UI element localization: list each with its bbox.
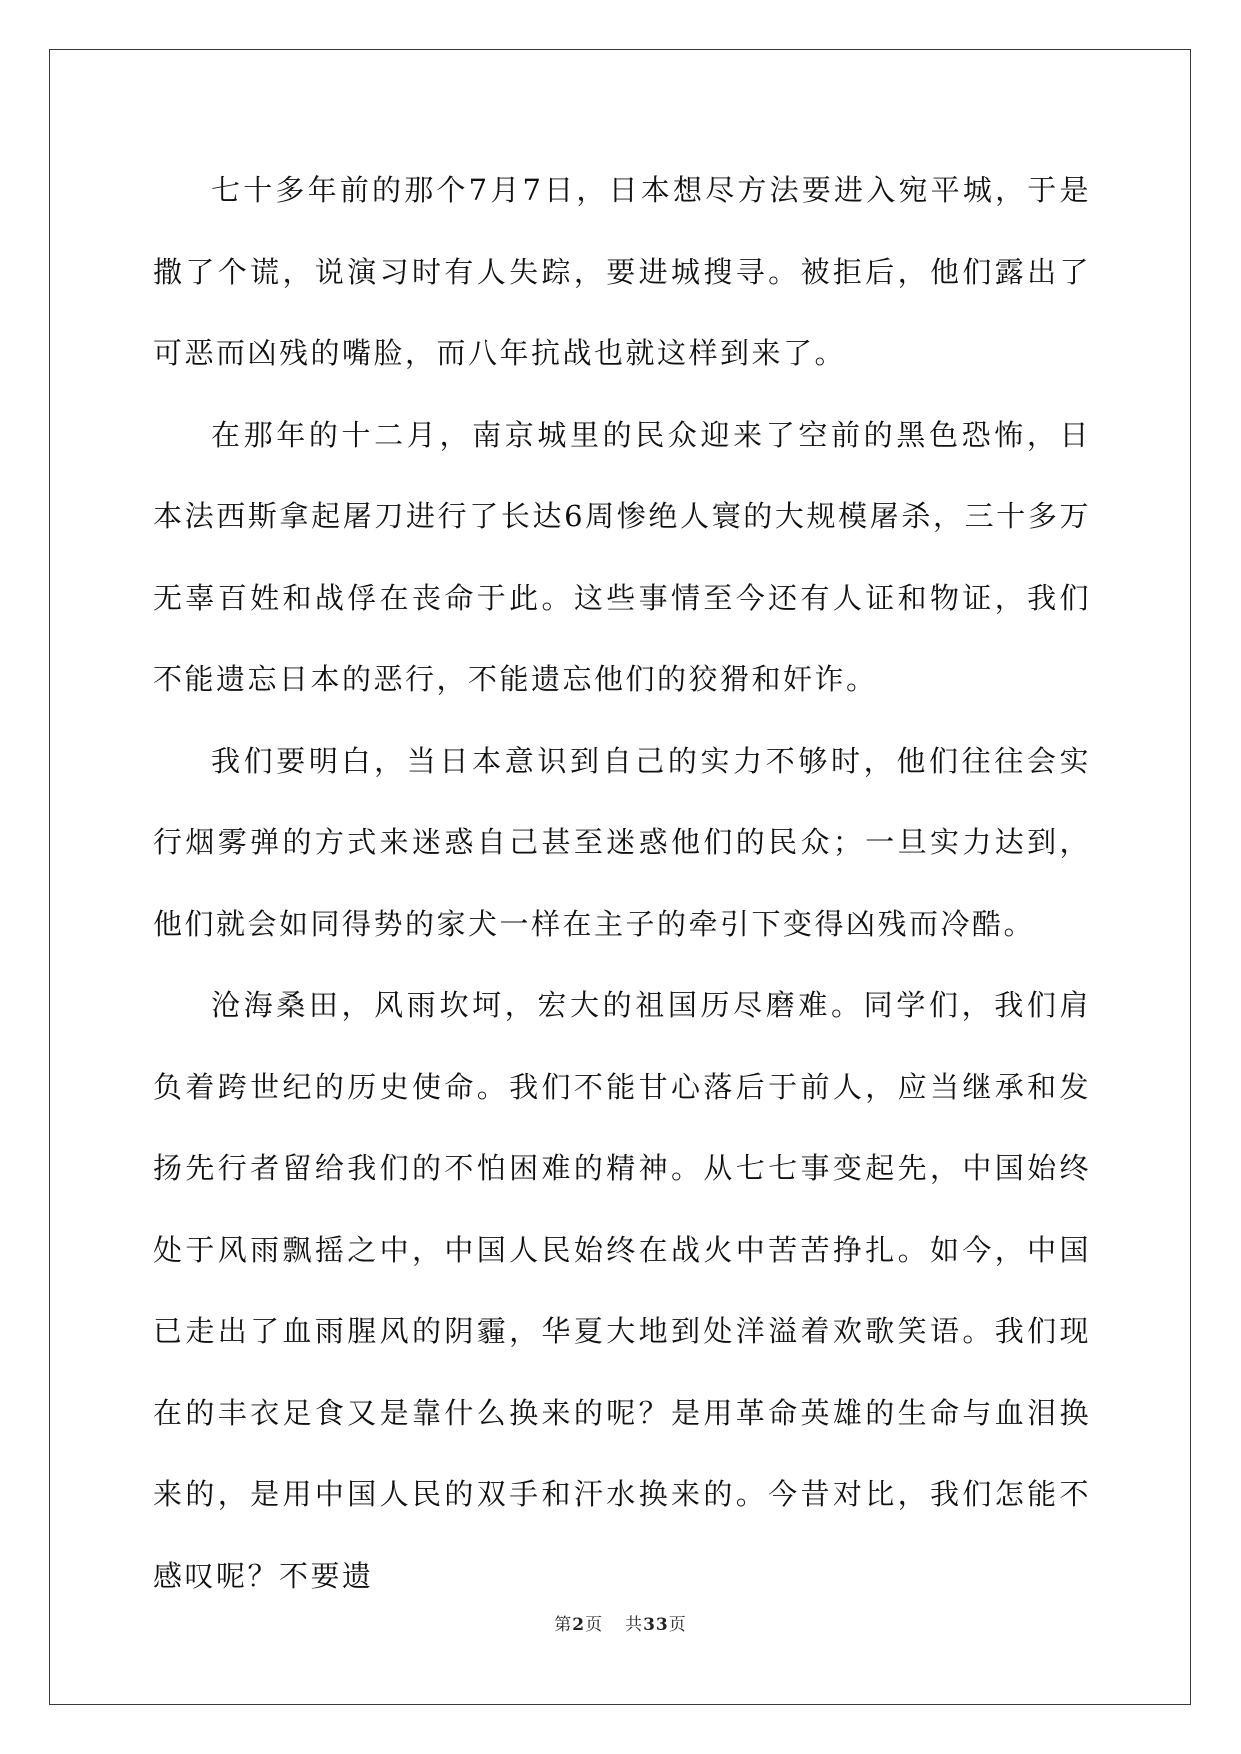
total-pages-number: 33 [643, 1615, 669, 1635]
paragraph: 沧海桑田，风雨坎坷，宏大的祖国历尽磨难。同学们，我们肩负着跨世纪的历史使命。我们不能甘心落后于前人，应当继承和发扬先行者留给我们的不怕困难的精神。从七七事变起先，中国始终处于风雨飘摇之中，中国人民始终在战火中苦苦挣扎。如今，中国已走出了血雨腥风的阴霾，华夏大地到处洋溢着欢歌笑语。我们现在的丰衣足食又是靠什么换来的呢？是用革命英雄的生命与血泪换来的，是用中国人民的双手和汗水换来的。今昔对比，我们怎能不感叹呢？不要遗 [153, 988, 1091, 1593]
document-body [153, 150, 1091, 1617]
page-footer [0, 1610, 1241, 1635]
paragraph: 在那年的十二月，南京城里的民众迎来了空前的黑色恐怖，日本法西斯拿起屠刀进行了长达6周惨绝人寰的大规模屠杀，三十多万无辜百姓和战俘在丧命于此。这些事情至今还有人证和物证，我们不能遗忘日本的恶行，不能遗忘他们的狡猾和奸诈。 [153, 417, 1091, 696]
paragraph: 七十多年前的那个7月7日，日本想尽方法要进入宛平城，于是撒了个谎，说演习时有人失踪，要进城搜寻。被拒后，他们露出了可恶而凶残的嘴脸，而八年抗战也就这样到来了。 [153, 173, 1091, 370]
page-number-suffix: 页 [585, 1615, 604, 1635]
current-page-number: 2 [572, 1615, 586, 1635]
total-pages-suffix: 页 [668, 1615, 687, 1635]
page-number-prefix: 第 [554, 1615, 573, 1635]
paragraph: 我们要明白，当日本意识到自己的实力不够时，他们往往会实行烟雾弹的方式来迷惑自己甚至迷惑他们的民众；一旦实力达到，他们就会如同得势的家犬一样在主子的牵引下变得凶残而冷酷。 [153, 743, 1091, 941]
total-pages-prefix: 共 [625, 1615, 644, 1635]
